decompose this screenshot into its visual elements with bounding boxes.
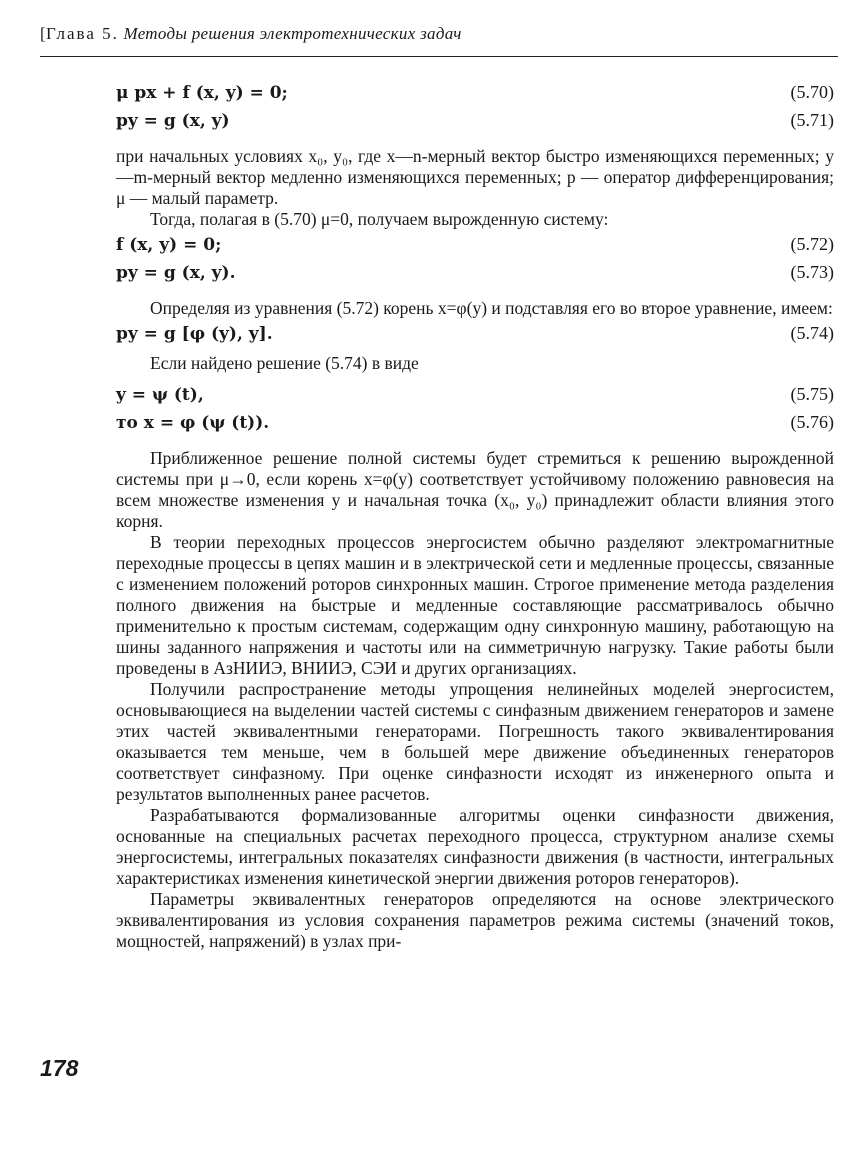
paragraph: Определяя из уравнения (5.72) корень x=φ(y) и подставляя его во второе уравнение, имеем: bbox=[150, 298, 833, 318]
header-bracket: [ bbox=[40, 24, 46, 43]
running-header bbox=[40, 24, 840, 44]
equation-5-71 bbox=[116, 106, 834, 134]
equation-expr: f (x, y) = 0; bbox=[116, 235, 222, 255]
paragraph: Разрабатываются формализованные алгоритмы оценки синфазности движения, основанные на специальных расчетах переходного процесса, структурном анализе схемы энергосистемы, интегральных показателях синфазности движения (в частности, интегральных характеристиках изменения кинетической энергии движения роторов генераторов). bbox=[116, 805, 834, 888]
paragraph: Приближенное решение полной системы будет стремиться к решению вырожденной системы при μ→0, если корень x=φ(y) соответствует устойчивому положению равновесия на всем множестве изменения y и начальная точка (x₀, y₀) принадлежит области влияния этого корня. bbox=[116, 448, 834, 531]
equation-number: (5.75) bbox=[790, 384, 834, 404]
equation-expr: y = ψ (t), bbox=[116, 385, 204, 405]
paragraph: В теории переходных процессов энергосистем обычно разделяют электромагнитные переходные процессы в цепях машин и в электрической сети и медленные процессы, связанные с изменением положений роторов синхронных машин. Строгое применение метода разделения полного движения на быстрые и медленные составляющие рассматривалось обычно применительно к простым системам, содержащим одну синхронную машину, работающую на шины заданного напряжения и частоты или на симметричную нагрузку. Такие работы были проведены в АзНИИЭ, ВНИИЭ, СЭИ и других организациях. bbox=[116, 532, 834, 678]
equation-expr: то x = φ (ψ (t)). bbox=[116, 413, 270, 433]
equation-number: (5.70) bbox=[790, 82, 834, 102]
equation-5-70 bbox=[116, 78, 834, 106]
equation-5-74 bbox=[116, 319, 834, 347]
equation-5-72 bbox=[116, 230, 834, 258]
paragraph: Получили распространение методы упрощения нелинейных моделей энергосистем, основывающиеся на выделении частей системы с синфазным движением генераторов и замене этих частей эквивалентными генераторами. Погрешность такого эквивалентирования оказывается тем меньше, чем в большей мере движение объединенных генераторов соответствует синфазному. При оценке синфазности исходят из инженерного опыта и результатов выполненных ранее расчетов. bbox=[116, 679, 834, 804]
equation-number: (5.73) bbox=[790, 262, 834, 282]
equation-expr: py = g (x, y). bbox=[116, 263, 236, 283]
equation-5-76 bbox=[116, 408, 834, 436]
header-rule bbox=[40, 56, 838, 57]
paragraph: Тогда, полагая в (5.70) μ=0, получаем вырожденную систему: bbox=[150, 209, 609, 229]
equation-expr: py = g (x, y) bbox=[116, 111, 230, 131]
page-body bbox=[116, 78, 834, 952]
equation-expr: μ px + f (x, y) = 0; bbox=[116, 83, 288, 103]
header-chapter: Глава 5. bbox=[45, 24, 119, 43]
equation-5-73 bbox=[116, 258, 834, 286]
equation-number: (5.72) bbox=[790, 234, 834, 254]
equation-number: (5.71) bbox=[790, 110, 834, 130]
paragraph: при начальных условиях x₀, y₀, где x—n-мерный вектор быстро изменяющихся переменных; y—m-мерный вектор медленно изменяющихся переменных; p — оператор дифференцирования; μ — малый параметр. bbox=[116, 146, 834, 208]
paragraph: Если найдено решение (5.74) в виде bbox=[150, 353, 419, 373]
header-title: Методы решения электротехнических задач bbox=[123, 24, 462, 43]
equation-expr: py = g [φ (y), y]. bbox=[116, 324, 273, 344]
page-number: 178 bbox=[40, 1055, 79, 1081]
paragraph: Параметры эквивалентных генераторов определяются на основе электрического эквивалентирования из условия сохранения параметров режима системы (значений токов, мощностей, напряжений) в узлах при- bbox=[116, 889, 834, 951]
equation-number: (5.74) bbox=[790, 323, 834, 343]
equation-number: (5.76) bbox=[790, 412, 834, 432]
equation-5-75 bbox=[116, 380, 834, 408]
